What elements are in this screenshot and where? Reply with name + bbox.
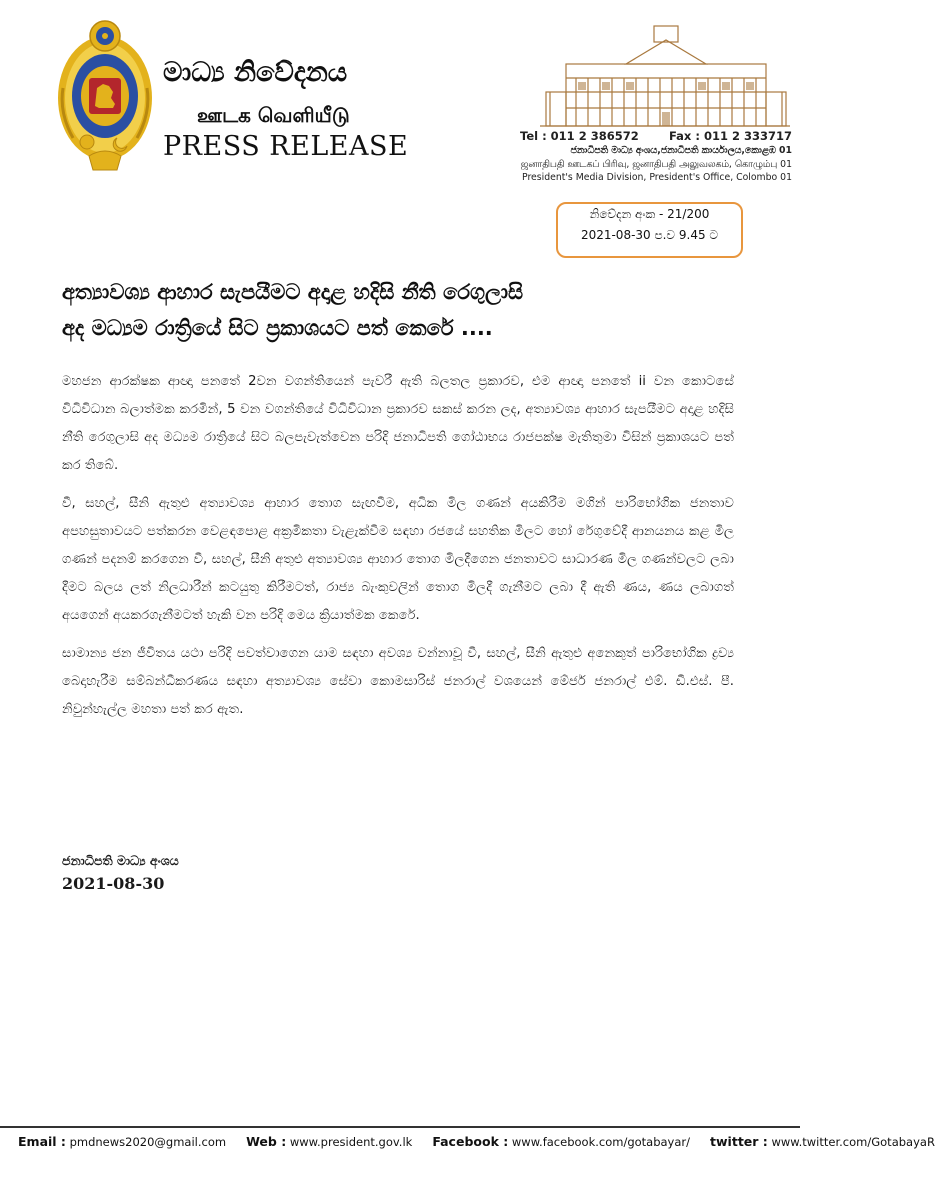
address-sinhala: ජනාධිපති මාධ්‍ය අංශය,ජනාධිපති කාර්යාලය,කොළඹ 01 <box>570 144 792 156</box>
release-number: නිවේදන අංක - 21/200 <box>589 207 710 221</box>
phone-fax-row <box>520 130 792 144</box>
tel-label: Tel <box>520 129 539 143</box>
footer-website[interactable] <box>246 1134 412 1149</box>
release-datetime: 2021-08-30 ප.ව 9.45 ට <box>580 228 719 242</box>
national-emblem-icon <box>55 18 155 176</box>
tel-value: : 011 2 386572 <box>542 129 639 143</box>
title-block <box>163 58 408 162</box>
title-sinhala: මාධ්‍ය නිවේදනය <box>163 57 348 88</box>
footer-twitter[interactable] <box>710 1134 935 1149</box>
presidential-building-illustration <box>536 22 794 130</box>
facebook-value: www.facebook.com/gotabayar/ <box>508 1135 691 1149</box>
email-value: pmdnews2020@gmail.com <box>65 1135 227 1149</box>
web-value: www.president.gov.lk <box>286 1135 413 1149</box>
signoff <box>62 850 179 896</box>
headline-line-2: අද මධ්‍යම රාත්‍රියේ සිට ප්‍රකාශයට පත් කෙරේ .... <box>62 316 493 340</box>
body-paragraph: වී, සහල්, සීනි ඇතුළු අත්‍යාවශ්‍ය ආහාර තොග සැඟවීම, අධික මිල ගණන් අයකිරීම මගින් පාරිභෝගික ජනතාව අපහසුතාවයට පත්කරන වෙළඳපොළ අක්‍රමිකතා වැළැක්වීම සඳහා රජයේ සහතික මිලට හෝ රේගුවේදී ආනයනය කළ මිල ගණන් පදනම් කරගෙන වී, සහල්, සීනි අතුළු අත්‍යාවශ්‍ය ආහාර තොග මිලදීගෙන ජනතාවට සාධාරණ මිල ගණන්වලට ලබා දීමට බලය ලත් නිලධාරීන් කටයුතු කිරීමටත්, රාජ්‍ය බැංකුවලින් තොග මිලදී ගැනීමට ලබා දී ඇති ණය, ණය ලබාගත් අයගෙන් අයකරගැනීමටත් හැකි වන පරිදි මෙය ක්‍රියාත්මක කෙරේ. <box>62 496 734 623</box>
body-paragraph: මහජන ආරක්ෂක ආඥා පනතේ 2වන වගන්තියෙන් පැවරී ඇති බලතල ප්‍රකාරව, එම ආඥා පනතේ ii වන කොටසේ විධිවිධාන බලාත්මක කරමින්, 5 වන වගන්තියේ විධිවිධාන ප්‍රකාරව සකස් කරන ලද, අත්‍යාවශ්‍ය ආහාර සැපයීමට අදාළ හදිසි නීති රෙගුලාසි අද මධ්‍යම රාත්‍රියේ සිට බලපැවැත්වෙන පරිදි ජනාධිපති ගෝඨාභය රාජපක්ෂ මැතිතුමා විසින් ප්‍රකාශයට පත් කර තිබේ. <box>62 374 734 473</box>
contact-details <box>520 130 792 185</box>
fax-value: : 011 2 333717 <box>695 129 792 143</box>
web-label: Web : <box>246 1134 287 1149</box>
footer-divider <box>0 1126 800 1128</box>
facebook-label: Facebook : <box>432 1134 509 1149</box>
email-label: Email : <box>18 1134 66 1149</box>
release-reference-box <box>556 202 743 258</box>
body-paragraph: සාමාන්‍ය ජන ජීවිතය යථා පරිදි පවත්වාගෙන යාම සඳහා අවශ්‍ය වන්නාවූ වී, සහල්, සීනි ඇතුළු අනෙකුත් පාරිභෝගික ද්‍රව්‍ය බෙදාහැරීම සම්බන්ධීකරණය සඳහා අත්‍යාවශ්‍ය සේවා කොමසාරිස් ජනරාල් වශයෙන් මේජර් ජනරාල් එම්. ඩී.එස්. පී. නිවුන්හැල්ල මහතා පත් කර ඇත. <box>62 646 734 717</box>
fax-label: Fax <box>668 129 692 143</box>
title-tamil: ஊடக வெளியீடு <box>197 103 350 127</box>
address-tamil: ஜனாதிபதி ஊடகப் பிரிவு, ஜனாதிபதி அலுவலகம், கொழும்பு 01 <box>520 158 792 170</box>
title-english: PRESS RELEASE <box>163 131 409 162</box>
tel-group <box>520 130 639 144</box>
headline <box>62 274 762 346</box>
twitter-label: twitter : <box>710 1134 768 1149</box>
body-text <box>62 368 734 734</box>
signoff-organization: ජනාධිපති මාධ්‍ය අංශය <box>62 853 179 868</box>
letterhead <box>0 0 800 190</box>
footer <box>18 1134 935 1149</box>
signoff-date: 2021-08-30 <box>62 874 165 893</box>
footer-email[interactable] <box>18 1134 226 1149</box>
headline-line-1: අත්‍යාවශ්‍ය ආහාර සැපයීමට අදාළ හදිසි නීති රෙගුලාසි <box>62 280 524 304</box>
address-english: President's Media Division, President's Office, Colombo 01 <box>522 172 792 184</box>
fax-group <box>669 130 792 144</box>
twitter-value: www.twitter.com/GotabayaR <box>767 1135 935 1149</box>
footer-facebook[interactable] <box>432 1134 690 1149</box>
